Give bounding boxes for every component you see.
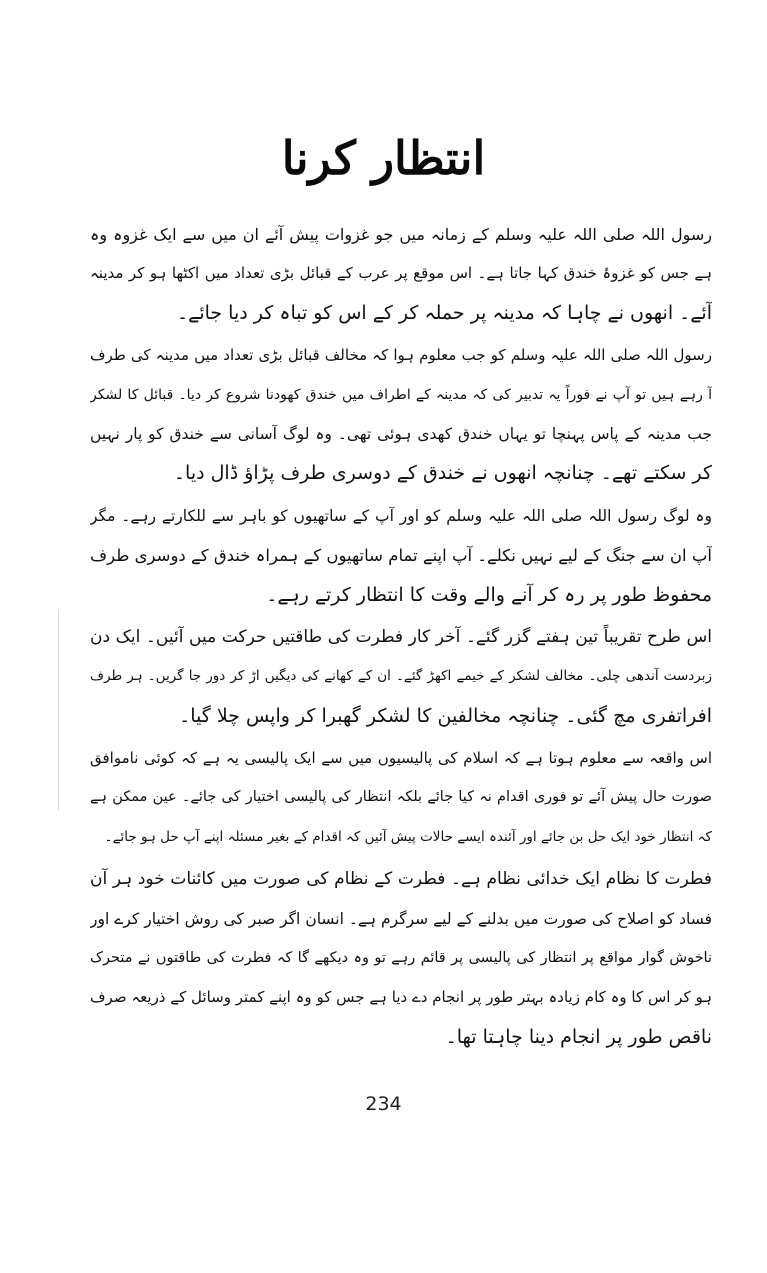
chapter-body [90, 215, 712, 1060]
paragraph-3 [90, 497, 712, 615]
text-line: رسول اللہ صلی اللہ علیہ وسلم کے زمانہ میں جو غزوات پیش آئے ان میں سے ایک غزوہ وہ [90, 225, 712, 244]
text-line: ناقص طور پر انجام دینا چاہتا تھا۔ [445, 1025, 712, 1048]
paragraph-2 [90, 336, 712, 494]
page-number: 234 [365, 1093, 402, 1115]
text-line: فساد کو اصلاح کی صورت میں بدلنے کے لیے سرگرم ہے۔ انسان اگر صبر کی روش اختیار کرے اور [90, 909, 712, 928]
text-line: آپ ان سے جنگ کے لیے نہیں نکلے۔ آپ اپنے تمام ساتھیوں کے ہمراہ خندق کے دوسری طرف [90, 546, 712, 566]
text-line: آئے۔ انھوں نے چاہا کہ مدینہ پر حملہ کر کے اس کو تباہ کر دیا جائے۔ [177, 301, 712, 324]
text-line: ناخوش گوار مواقع پر انتظار کی پالیسی پر قائم رہے تو وہ دیکھے گا کہ فطرت کی طاقتوں نے متحرک [90, 950, 712, 967]
text-line: فطرت کا نظام ایک خدائی نظام ہے۔ فطرت کے نظام کی صورت میں کائنات خود ہر آن [90, 869, 712, 890]
page-edge-line [58, 610, 59, 810]
text-line: رسول اللہ صلی اللہ علیہ وسلم کو جب معلوم ہوا کہ مخالف قبائل بڑی تعداد میں مدینہ کی طرف [90, 346, 712, 365]
text-line: وہ لوگ رسول اللہ صلی اللہ علیہ وسلم کو اور آپ کے ساتھیوں کو باہر سے للکارتے رہے۔ مگر [90, 506, 712, 525]
text-line: اس واقعہ سے معلوم ہوتا ہے کہ اسلام کی پالیسیوں میں سے ایک پالیسی یہ ہے کہ کوئی ناموافق [90, 749, 712, 768]
text-line: صورت حال پیش آئے تو فوری اقدام نہ کیا جائے بلکہ انتظار کی پالیسی اختیار کی جائے۔ عین ممکن ہے [90, 789, 712, 806]
paragraph-4 [90, 618, 712, 736]
text-line: کر سکتے تھے۔ چنانچہ انھوں نے خندق کے دوسری طرف پڑاؤ ڈال دیا۔ [173, 462, 712, 485]
chapter-title: انتظار کرنا [281, 131, 486, 185]
text-line: افراتفری مچ گئی۔ چنانچہ مخالفین کا لشکر گھبرا کر واپس چلا گیا۔ [179, 704, 712, 727]
text-line: اس طرح تقریباً تین ہفتے گزر گئے۔ آخر کار فطرت کی طاقتیں حرکت میں آئیں۔ ایک دن [90, 626, 712, 647]
text-line: ہے جس کو غزوۂ خندق کہا جاتا ہے۔ اس موقع پر عرب کے قبائل بڑی تعداد میں اکٹھا ہو کر مدینہ [90, 264, 712, 283]
text-line: کہ انتظار خود ایک حل بن جائے اور آئندہ ایسے حالات پیش آئیں کہ اقدام کے بغیر مسئلہ اپنے آپ حل ہو جائے۔ [104, 828, 712, 845]
text-line: زبردست آندھی چلی۔ مخالف لشکر کے خیمے اکھڑ گئے۔ ان کے کھانے کی دیگیں اڑ کر دور جا گریں۔ ہر طرف [90, 668, 712, 685]
text-line: جب مدینہ کے پاس پہنچا تو یہاں خندق کھدی ہوئی تھی۔ وہ لوگ آسانی سے خندق کو پار نہیں [90, 424, 712, 443]
paragraph-6 [90, 860, 712, 1057]
text-line: آ رہے ہیں تو آپ نے فوراً یہ تدبیر کی کہ مدینہ کے اطراف میں خندق کھودنا شروع کر دیا۔ قبائل کا لشکر [90, 386, 712, 403]
paragraph-5 [90, 739, 712, 857]
text-line: ہو کر اس کا وہ کام زیادہ بہتر طور پر انجام دے دیا ہے جس کو وہ اپنے کمتر وسائل کے ذریعہ صرف [90, 988, 712, 1007]
text-line: محفوظ طور پر رہ کر آنے والے وقت کا انتظار کرتے رہے۔ [266, 583, 712, 606]
paragraph-1 [90, 215, 712, 333]
